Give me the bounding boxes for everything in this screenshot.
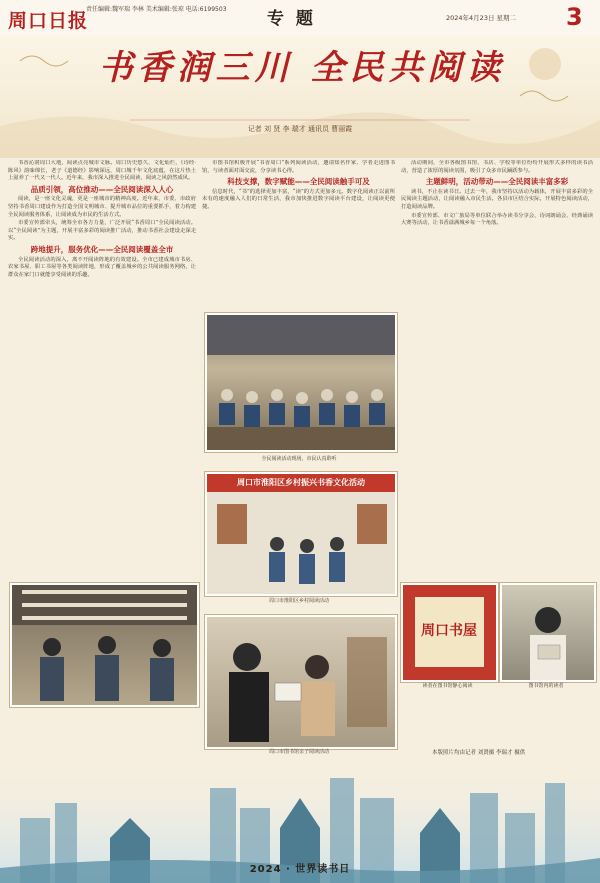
photo-illustration: [12, 585, 197, 705]
paragraph: 市委宣传部、市文广旅局等单位联合举办读书分享会、诗词朗诵会、经典诵读大赛等活动，让书香溢满城乡每一个角落。: [401, 212, 593, 227]
photo-caption: 周口市淮阳区乡村阅读活动: [268, 598, 329, 604]
headline: 书香润三川 全民共阅读: [98, 48, 506, 88]
paragraph: 读书，不止在读书日。过去一年，我市坚持以活动为载体，开展丰富多彩的全民阅读主题活动，让阅读融入市民生活。各县市区结合实际，开展特色阅读活动，打造阅读品牌。: [401, 188, 593, 210]
subhead-3: 科技支撑，数字赋能——全民阅读触手可及: [227, 177, 370, 187]
masthead: [0, 0, 600, 37]
photo-illustration: [207, 474, 395, 594]
photo-credit: 本版照片均由记者 刘贤摄 李瑞才 摄供: [432, 750, 526, 756]
paragraph: 阅读，是一座文化灵魂，更是一座城市的精神高度。近年来，市委、市政府坚持书香周口建设作为打造全国文明城市、提升城市品位的重要抓手，着力构建全民阅读服务体系，让阅读成为市民的生活方式。: [8, 196, 196, 218]
photo-illustration: [502, 585, 594, 680]
paragraph: 市图书馆积极开展“书香周口”系列阅读活动，邀请知名作家、学者走进图书馆，与读者面对面交流，分享读书心得。: [202, 160, 395, 174]
photo-family-reading: [205, 615, 397, 749]
article-column-3: [401, 160, 593, 580]
section-title: 专 题: [267, 9, 316, 29]
photo-caption: 图书馆内的读者: [528, 683, 564, 689]
subhead-4: 主题鲜明，活动带动——全民阅读丰富多彩: [425, 177, 569, 187]
page-number: 3: [566, 3, 583, 31]
photo-caption: 周口市图书馆亲子阅读活动: [268, 749, 329, 755]
photo-caption: 全民阅读活动现场，市民认真聆听: [261, 456, 337, 462]
photo-reader: [500, 583, 596, 682]
paragraph: 信息时代，“书”的选择更加丰富，“读”的方式更加多元。数字化阅读正以前所未有的速度融入人们的日常生活，我市加快推进数字阅读平台建设，让阅读更便捷。: [202, 188, 395, 210]
intro-paragraph: 书香沁润周口大地，阅读点亮城市文脉。周口历史悠久、文化灿烂，《诗经·陈风》韵味绵长，老子《道德经》影响深远，周口城千年文化底蕴，在这片热土上滋养了一代又一代人。近年来，我市深入推进全民阅读，阅读之风蔚然成风。: [8, 160, 196, 182]
article-column-2: [202, 160, 395, 310]
photo-illustration: [403, 585, 496, 680]
footer-title: 2024 · 世界读书日: [249, 864, 351, 875]
photo-banner-text: 周口市淮阳区乡村振兴书香文化活动: [237, 478, 365, 487]
paragraph: 活动期间，全市各级图书馆、书店、学校等单位纷纷开展形式多样的读书活动，营造了浓厚的阅读氛围，吸引了众多市民踊跃参与。: [401, 160, 593, 174]
newspaper-logo: 周口日报: [8, 10, 89, 32]
photo-illustration: [207, 617, 395, 747]
photo-illustration: [207, 315, 395, 450]
subhead-1: 品质引领，高位推动——全民阅读深入人心: [30, 184, 174, 194]
subhead-2: 跨地提升，服务优化——全民阅读覆盖全市: [30, 244, 174, 254]
editors-line: 责任编辑:魏军瑞 李林 美术编辑:张琼 电话:6199503: [86, 6, 227, 13]
paragraph: 市委宣传部牵头，统筹全市各方力量，广泛开展“书香周口”全民阅读活动。以“全民阅读”为主题，开展丰富多彩的阅读推广活动，推动书香社会建设走深走实。: [8, 220, 196, 242]
photo-reading-event: [205, 313, 397, 452]
photo-library-readers: [10, 583, 199, 707]
issue-date: 2024年4月23日 星期二: [446, 14, 517, 22]
byline: 记者 刘 贤 李 瑞才 通讯员 曹丽霞: [247, 125, 353, 133]
photo-book-house: [401, 583, 498, 682]
photo-caption: 读者在图书馆静心阅读: [422, 683, 473, 689]
photo-village-event: [205, 472, 397, 596]
article-column-1: [8, 160, 196, 580]
photo-sign-text: 周口书屋: [421, 623, 477, 639]
paragraph: 全民阅读活动的深入，离不开阅读阵地的有效建设。全市已建成城市书房、农家书屋、职工书屋等各类阅读阵地，形成了覆盖城乡的公共阅读服务网络，让群众在家门口就能享受阅读的乐趣。: [8, 256, 196, 278]
